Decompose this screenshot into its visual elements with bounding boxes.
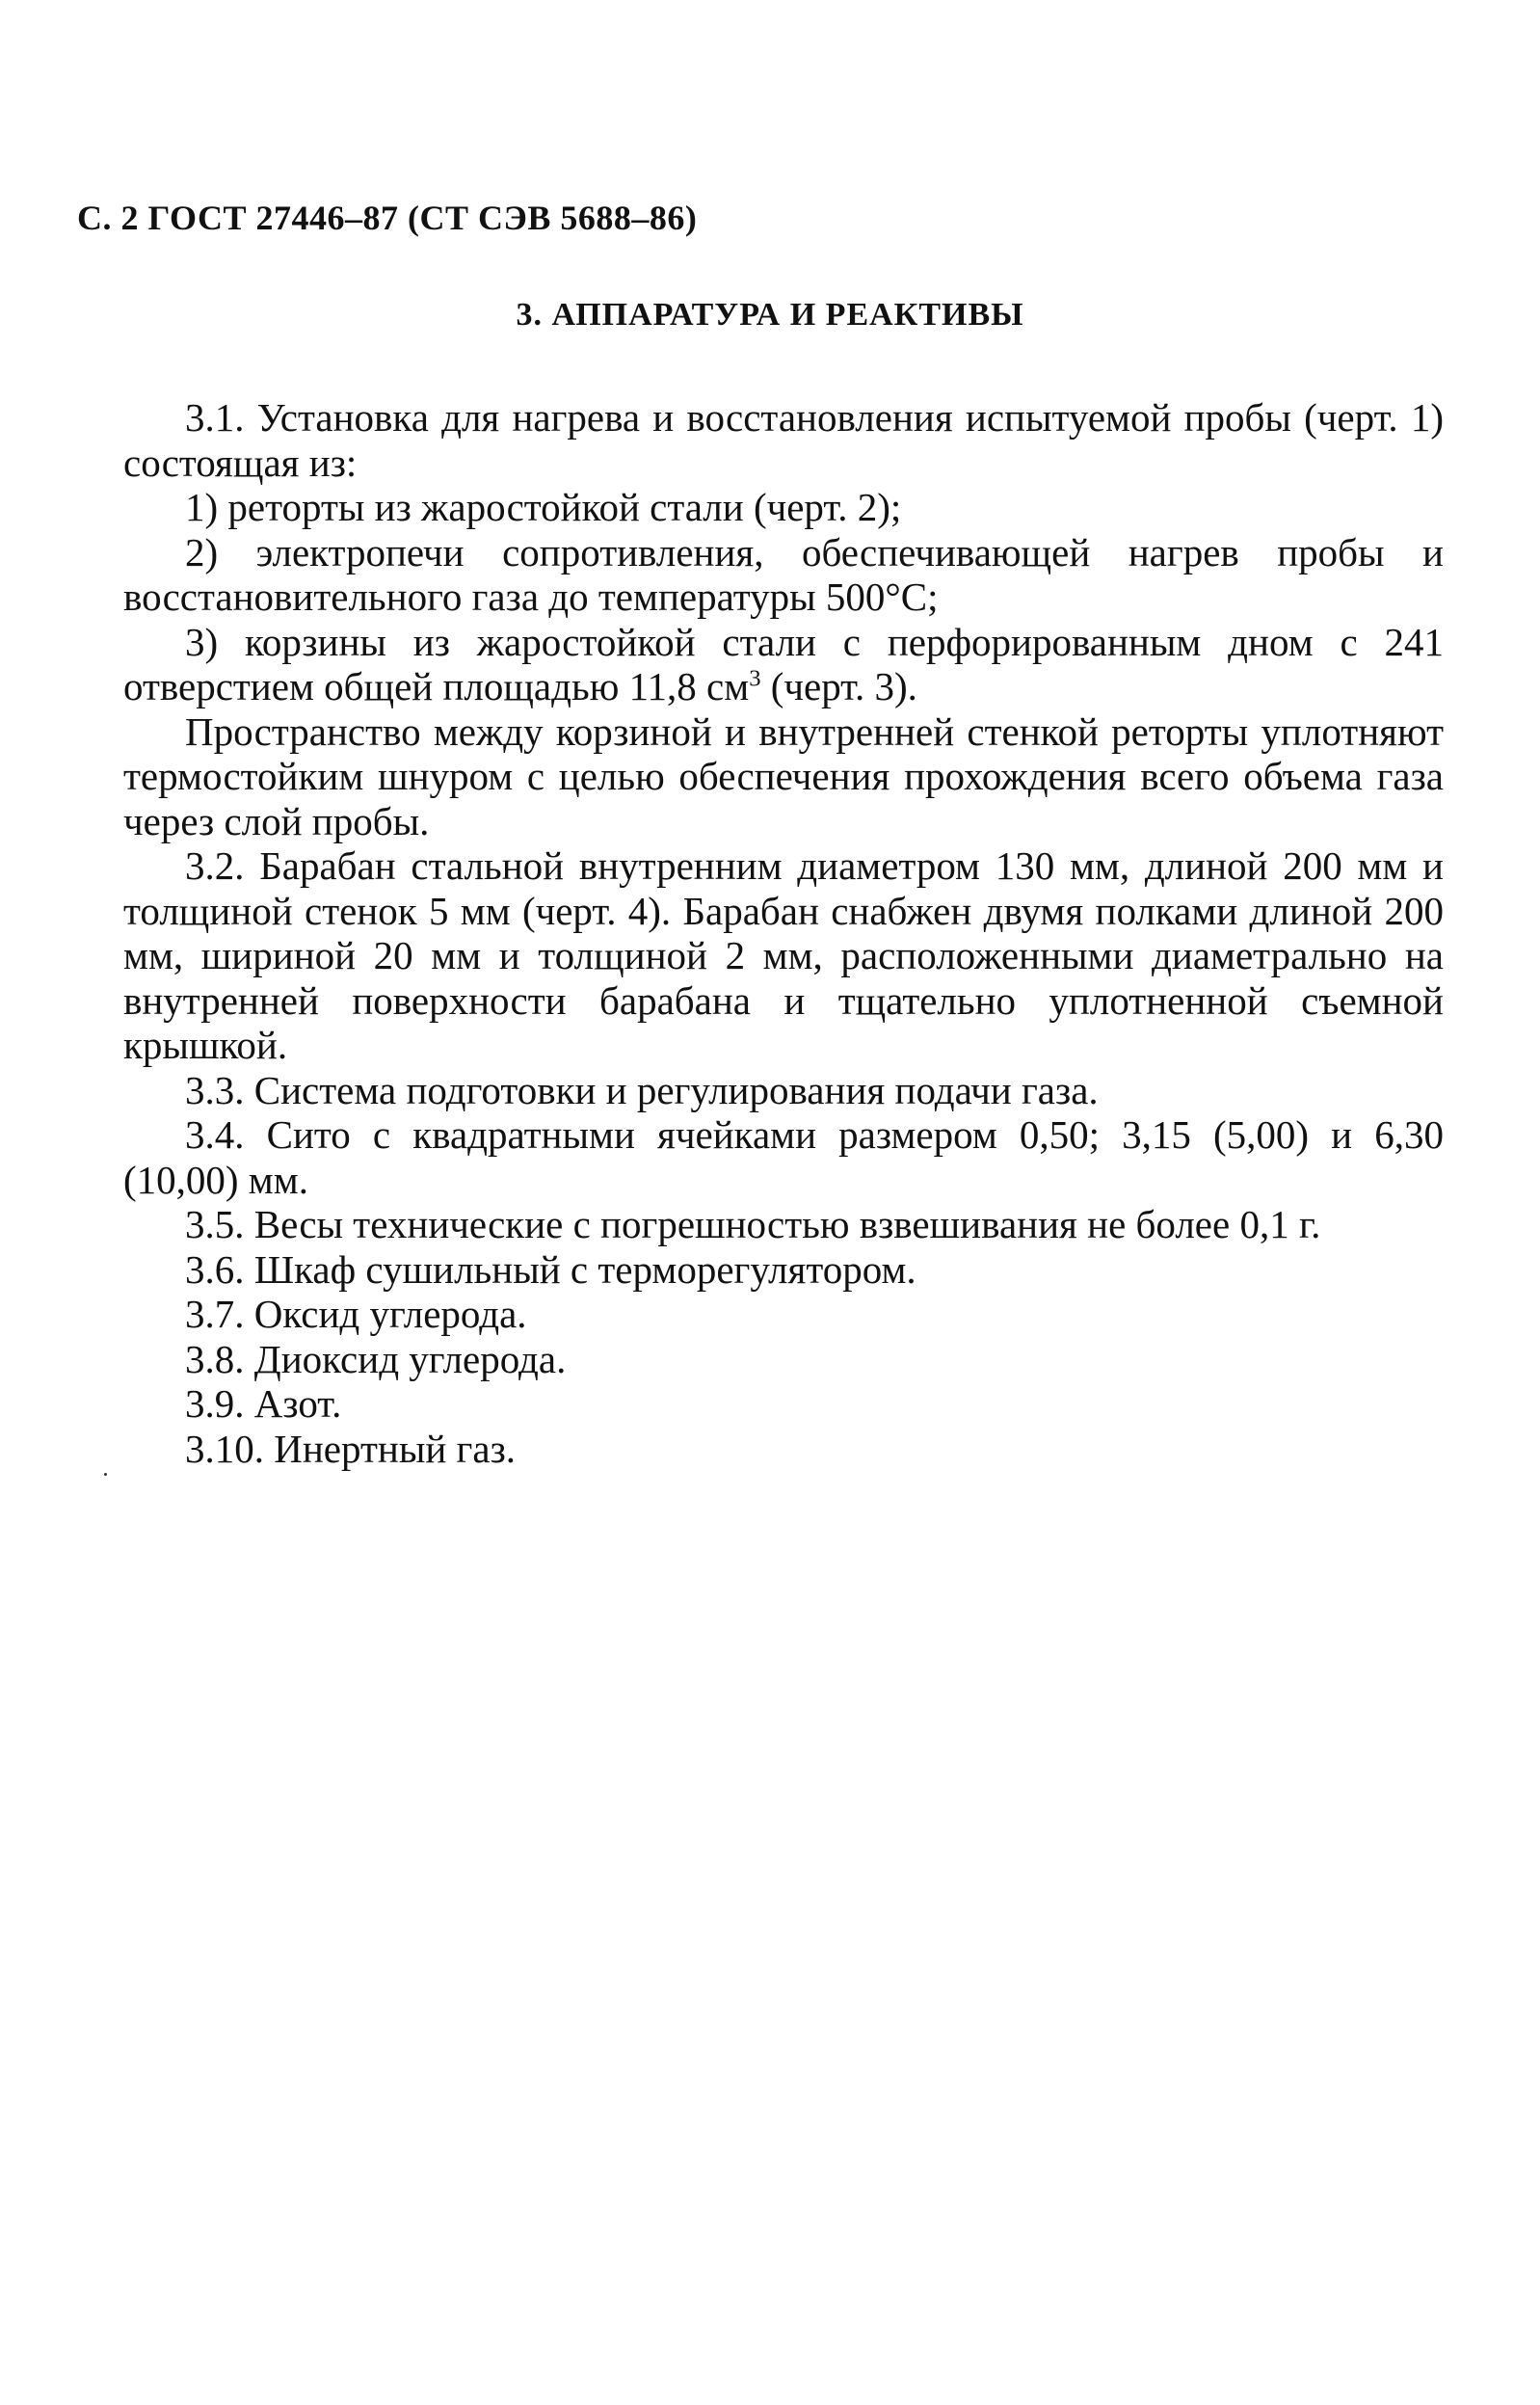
paragraph-3-5: 3.5. Весы технические с погрешностью взвешивания не более 0,1 г. bbox=[185, 1202, 1321, 1246]
paragraph-3-9: 3.9. Азот. bbox=[185, 1381, 342, 1426]
paragraph-3-1: 3.1. Установка для нагрева и восстановления испытуемой пробы (черт. 1) состоящая из: bbox=[123, 395, 1444, 485]
paragraph-3-1-item-3-ref: (черт. 3). bbox=[760, 664, 917, 708]
paragraph-3-8: 3.8. Диоксид углерода. bbox=[185, 1336, 567, 1381]
paragraph-3-2: 3.2. Барабан стальной внутренним диаметром 130 мм, длиной 200 мм и толщиной стенок 5 мм (черт. 4). Барабан снабжен двумя полками длиной 200 мм, шириной 20 мм и толщиной 2 мм, расположенными диаметрально на внутренней поверхности барабана и тщательно уплотненной съемной крышкой. bbox=[123, 843, 1444, 1067]
section-body bbox=[123, 395, 1444, 1471]
scan-speck bbox=[104, 1473, 107, 1476]
superscript-cubed: 3 bbox=[749, 665, 761, 692]
page-header: С. 2 ГОСТ 27446–87 (СТ СЭВ 5688–86) bbox=[77, 199, 698, 237]
paragraph-3-6: 3.6. Шкаф сушильный с терморегулятором. bbox=[185, 1246, 916, 1292]
paragraph-3-10: 3.10. Инертный газ. bbox=[185, 1426, 517, 1471]
paragraph-3-7: 3.7. Оксид углерода. bbox=[185, 1292, 527, 1336]
paragraph-3-1-item-2: 2) электропечи сопротивления, обеспечивающей нагрев пробы и восстановительного газа до температуры 500°С; bbox=[123, 529, 1444, 619]
paragraph-3-1-item-1: 1) реторты из жаростойкой стали (черт. 2); bbox=[185, 485, 902, 529]
section-title: 3. АППАРАТУРА И РЕАКТИВЫ bbox=[516, 297, 1024, 333]
paragraph-3-1-item-3-text: 3) корзины из жаростойкой стали с перфорированным дном с 241 отверстием общей площадью 11,8 см bbox=[123, 619, 1444, 708]
paragraph-space-note: Пространство между корзиной и внутренней стенкой реторты уплотняют термостойким шнуром с целью обеспечения прохождения всего объема газа через слой пробы. bbox=[123, 708, 1444, 843]
paragraph-3-3: 3.3. Система подготовки и регулирования подачи газа. bbox=[185, 1067, 1099, 1112]
paragraph-3-1-item-3 bbox=[123, 620, 1444, 709]
paragraph-3-4: 3.4. Сито с квадратными ячейками размером 0,50; 3,15 (5,00) и 6,30 (10,00) мм. bbox=[123, 1112, 1444, 1202]
